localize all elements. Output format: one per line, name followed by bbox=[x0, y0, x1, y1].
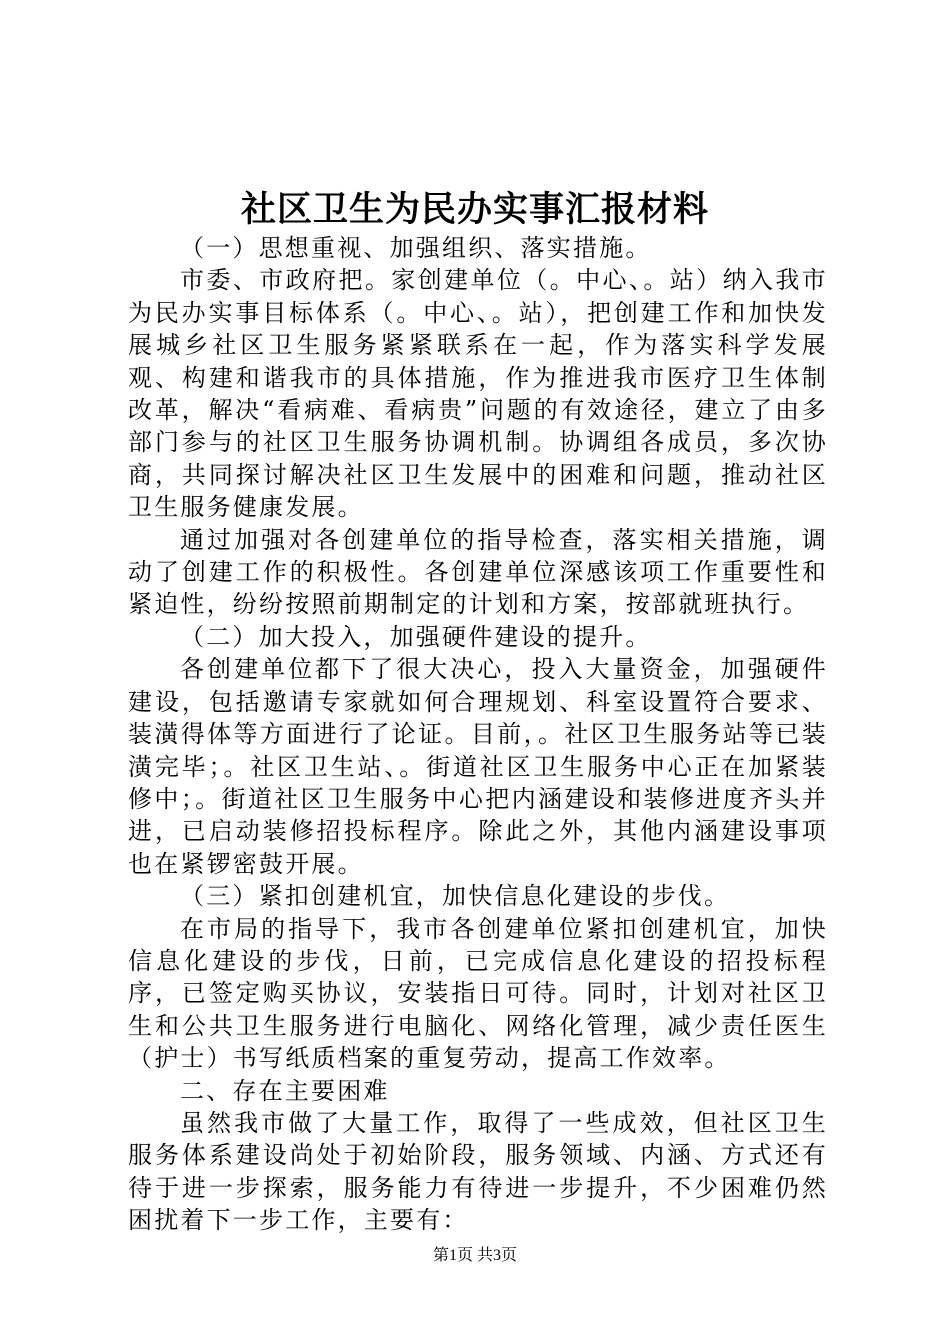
paragraph-difficulties-heading: 二、存在主要困难 bbox=[180, 1076, 390, 1105]
paragraph: 各创建单位都下了很大决心，投入大量资金，加强硬件建设，包括邀请专家就如何合理规划、科室设置符合要求、装潢得体等方面进行了论证。目前，。社区卫生服务站等已装潢完毕；。社区卫生站、。街道社区卫生服务中心正在加紧装修中；。街道社区卫生服务中心把内涵建设和装修进度齐头并进，已启动装修招投标程序。除此之外，其他内涵建设事项也在紧锣密鼓开展。 bbox=[128, 655, 828, 878]
paragraph: 市委、市政府把。家创建单位（。中心、。站）纳入我市为民办实事目标体系（。中心、。站），把创建工作和加快发展城乡社区卫生服务紧紧联系在一起，作为落实科学发展观、构建和谐我市的具体措施，作为推进我市医疗卫生体制改革，解决“看病难、看病贵”问题的有效途径，建立了由多部门参与的社区卫生服务协调机制。协调组各成员，多次协商，共同探讨解决社区卫生发展中的困难和问题，推动社区卫生服务健康发展。 bbox=[128, 266, 828, 522]
paragraph-section-2-heading: （二）加大投入，加强硬件建设的提升。 bbox=[180, 622, 652, 651]
paragraph: 虽然我市做了大量工作，取得了一些成效，但社区卫生服务体系建设尚处于初始阶段，服务领域、内涵、方式还有待于进一步探索，服务能力有待进一步提升，不少困难仍然困扰着下一步工作，主要有： bbox=[128, 1108, 828, 1235]
paragraph: 在市局的指导下，我市各创建单位紧扣创建机宜，加快信息化建设的步伐，日前，已完成信息化建设的招投标程序，已签定购买协议，安装指日可待。同时，计划对社区卫生和公共卫生服务进行电脑化、网络化管理，减少责任医生（护士）书写纸质档案的重复劳动，提高工作效率。 bbox=[128, 914, 828, 1073]
page-number-footer: 第1页 共3页 bbox=[432, 1247, 517, 1264]
document-title: 社区卫生为民办实事汇报材料 bbox=[240, 189, 709, 230]
paragraph-section-3-heading: （三）紧扣创建机宜，加快信息化建设的步伐。 bbox=[180, 882, 731, 911]
paragraph: 通过加强对各创建单位的指导检查，落实相关措施，调动了创建工作的积极性。各创建单位深感该项工作重要性和紧迫性，纷纷按照前期制定的计划和方案，按部就班执行。 bbox=[128, 525, 828, 619]
paragraph-section-1-heading: （一）思想重视、加强组织、落实措施。 bbox=[180, 234, 652, 262]
document-body bbox=[128, 232, 828, 1237]
